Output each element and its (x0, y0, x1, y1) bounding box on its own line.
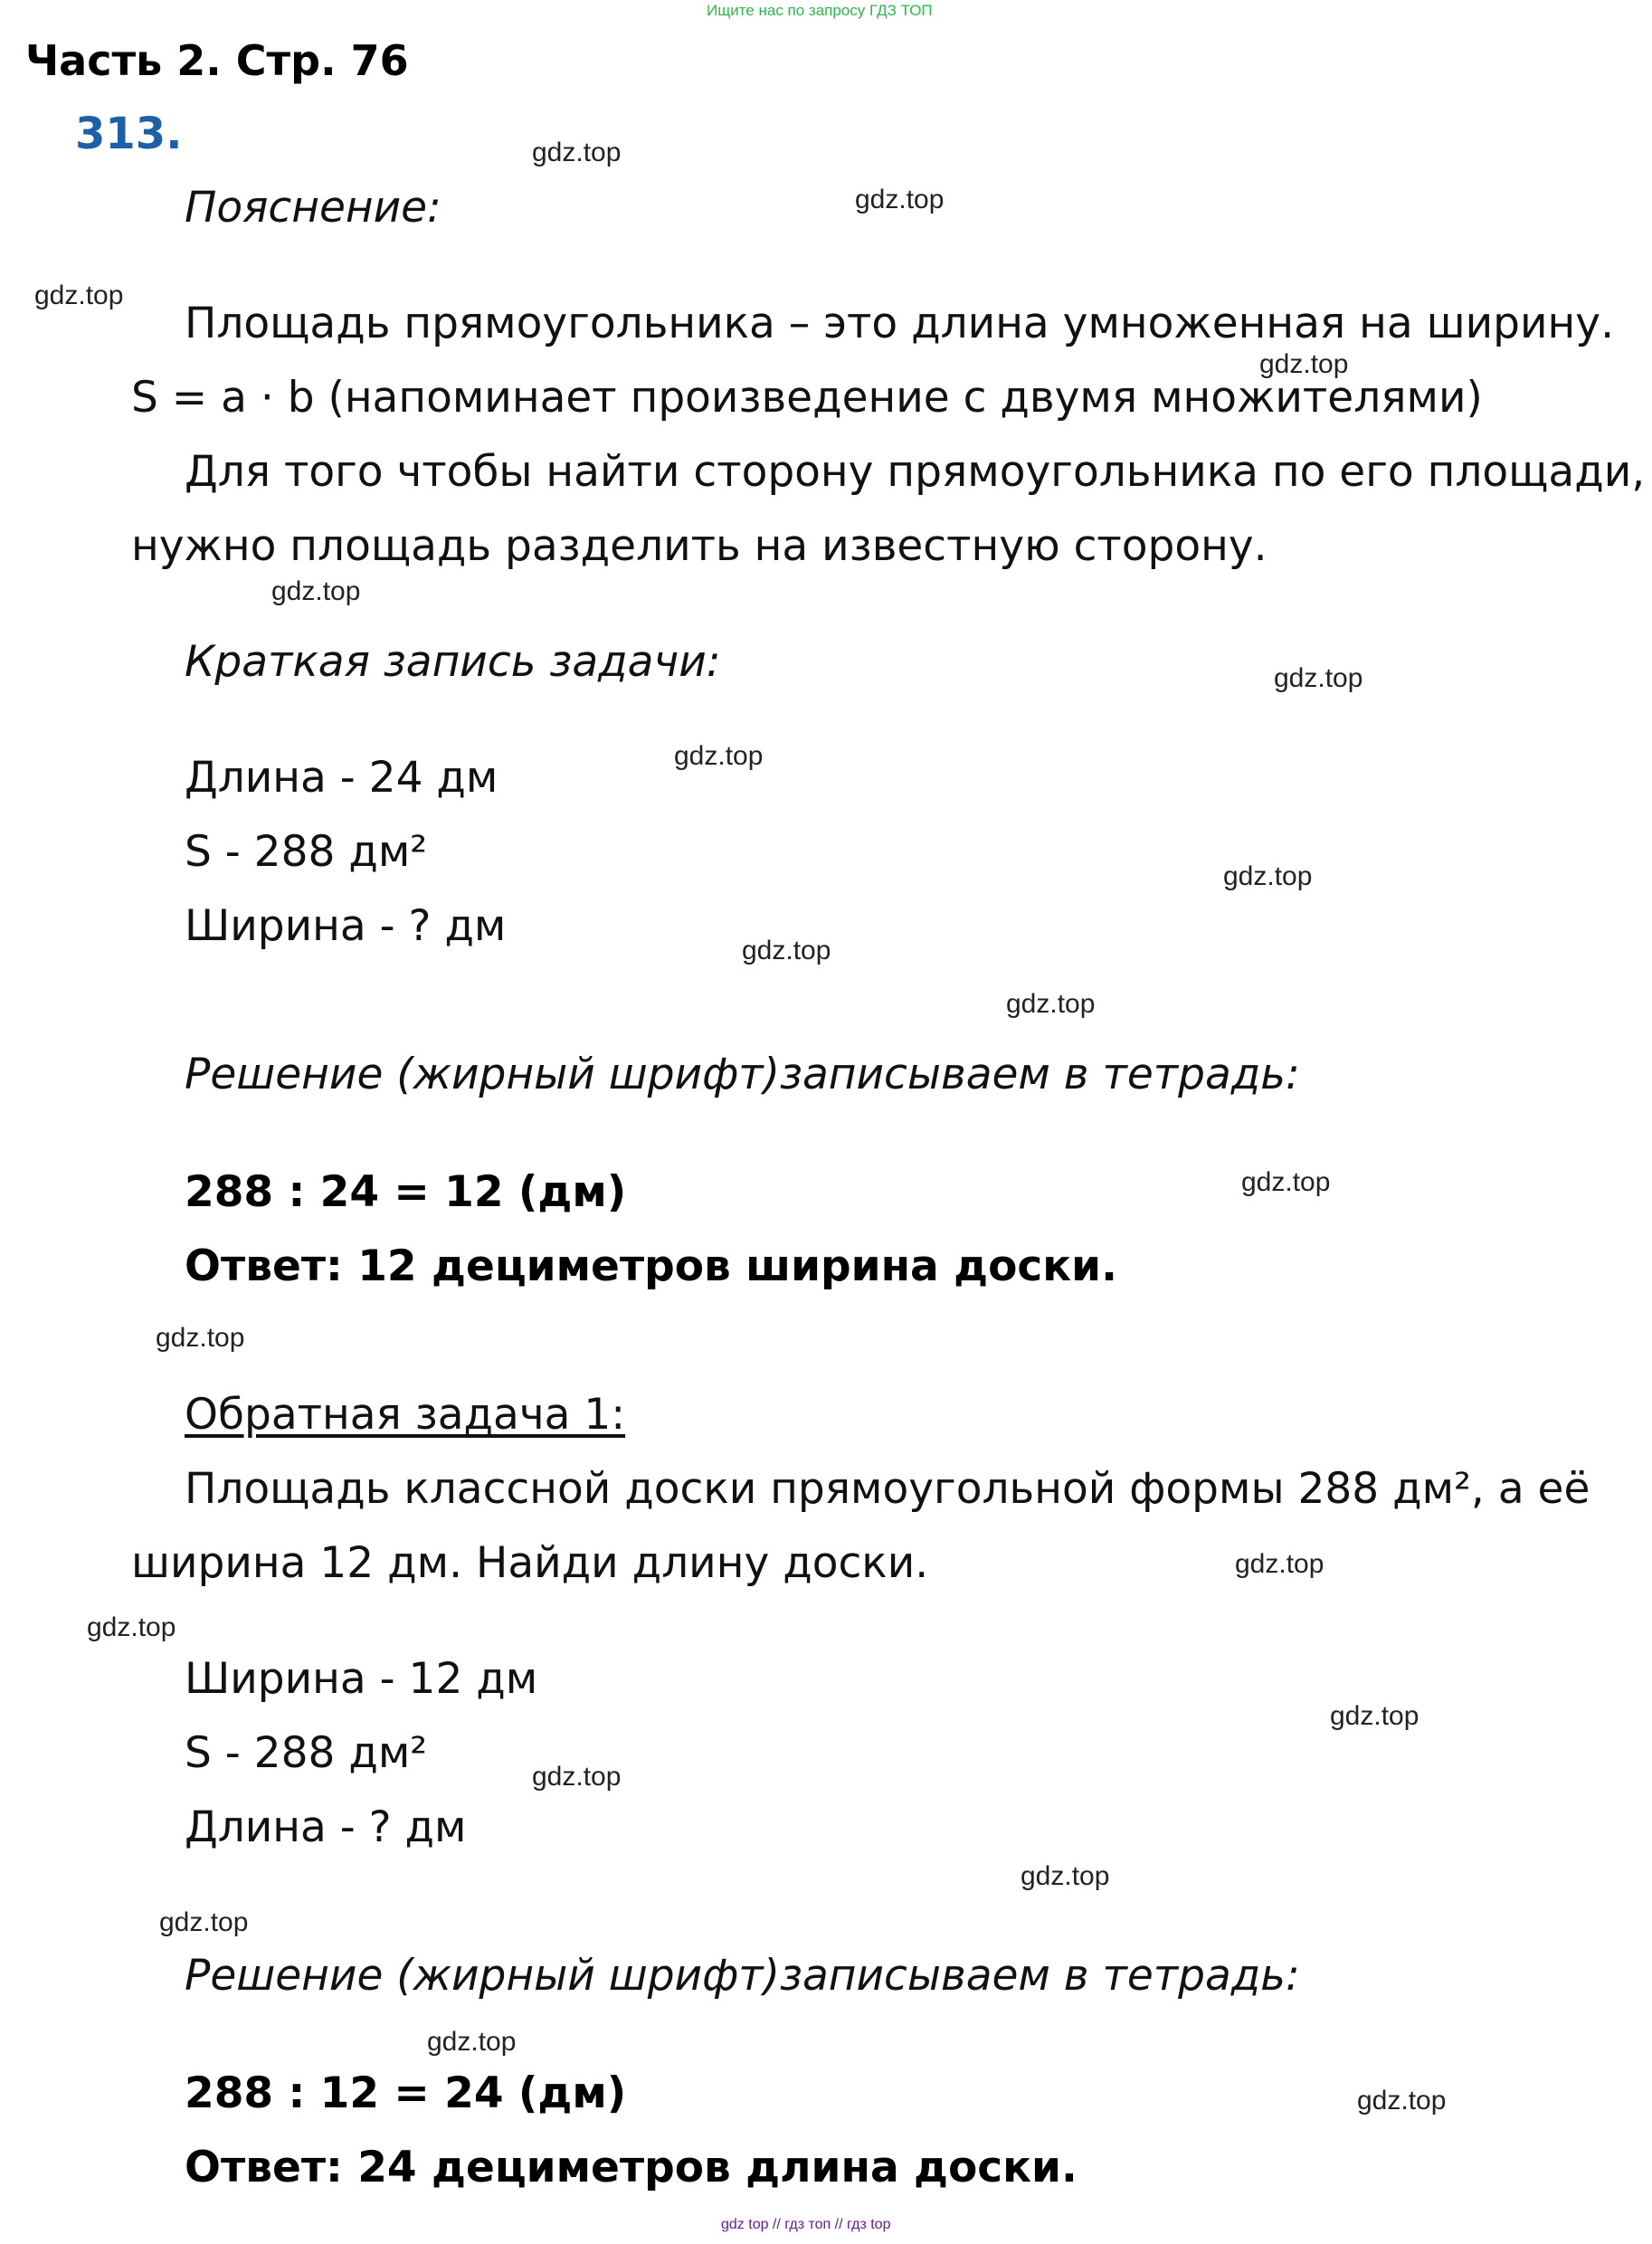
inverse-task-title: Обратная задача 1: (185, 1390, 626, 1440)
explanation-line: Площадь прямоугольника – это длина умноженная на ширину. (185, 299, 1615, 348)
inverse-task-line: ширина 12 дм. Найди длину доски. (131, 1538, 929, 1588)
formula-line: S = a · b (напоминает произведение с двумя множителями) (131, 373, 1483, 423)
record-item: Длина - 24 дм (185, 753, 498, 803)
solution-title: Решение (жирный шрифт)записываем в тетрадь: (185, 1951, 1300, 2001)
record-item: Длина - ? дм (185, 1802, 467, 1852)
solution-equation: 288 : 24 = 12 (дм) (185, 1167, 627, 1217)
watermark: gdz.top (87, 1612, 176, 1642)
short-record-title: Краткая запись задачи: (185, 637, 721, 687)
watermark: gdz.top (427, 2027, 517, 2057)
watermark: gdz.top (855, 185, 945, 214)
solution-answer: Ответ: 12 дециметров ширина доски. (185, 1241, 1117, 1291)
watermark: gdz.top (1241, 1167, 1331, 1197)
watermark: gdz.top (1357, 2086, 1447, 2116)
watermark: gdz.top (1006, 989, 1096, 1019)
inverse-task-line: Площадь классной доски прямоугольной формы 288 дм², а её (185, 1464, 1590, 1514)
footer-links: gdz top // гдз топ // гдз top (721, 2217, 891, 2232)
watermark: gdz.top (271, 576, 361, 606)
watermark: gdz.top (34, 280, 124, 310)
solution-answer: Ответ: 24 дециметров длина доски. (185, 2143, 1078, 2192)
top-banner: Ищите нас по запросу ГДЗ ТОП (707, 2, 933, 19)
solution-equation: 288 : 12 = 24 (дм) (185, 2068, 627, 2118)
explanation-line: нужно площадь разделить на известную сторону. (131, 521, 1267, 571)
solution-title: Решение (жирный шрифт)записываем в тетрадь: (185, 1050, 1300, 1099)
watermark: gdz.top (674, 741, 764, 771)
page-title: Часть 2. Стр. 76 (25, 36, 409, 85)
record-item: Ширина - 12 дм (185, 1654, 538, 1704)
record-item: S - 288 дм² (185, 1728, 428, 1778)
watermark: gdz.top (156, 1323, 245, 1353)
watermark: gdz.top (1223, 861, 1313, 891)
watermark: gdz.top (532, 138, 622, 167)
task-number: 313. (75, 109, 183, 159)
watermark: gdz.top (532, 1762, 622, 1792)
record-item: S - 288 дм² (185, 827, 428, 877)
watermark: gdz.top (1330, 1701, 1419, 1731)
watermark: gdz.top (742, 936, 831, 965)
watermark: gdz.top (1235, 1549, 1324, 1579)
record-item: Ширина - ? дм (185, 901, 507, 951)
watermark: gdz.top (1274, 663, 1363, 693)
watermark: gdz.top (1259, 349, 1349, 379)
watermark: gdz.top (159, 1907, 249, 1937)
watermark: gdz.top (1021, 1861, 1110, 1891)
explanation-title: Пояснение: (185, 183, 441, 233)
explanation-line: Для того чтобы найти сторону прямоугольника по его площади, (185, 447, 1646, 497)
